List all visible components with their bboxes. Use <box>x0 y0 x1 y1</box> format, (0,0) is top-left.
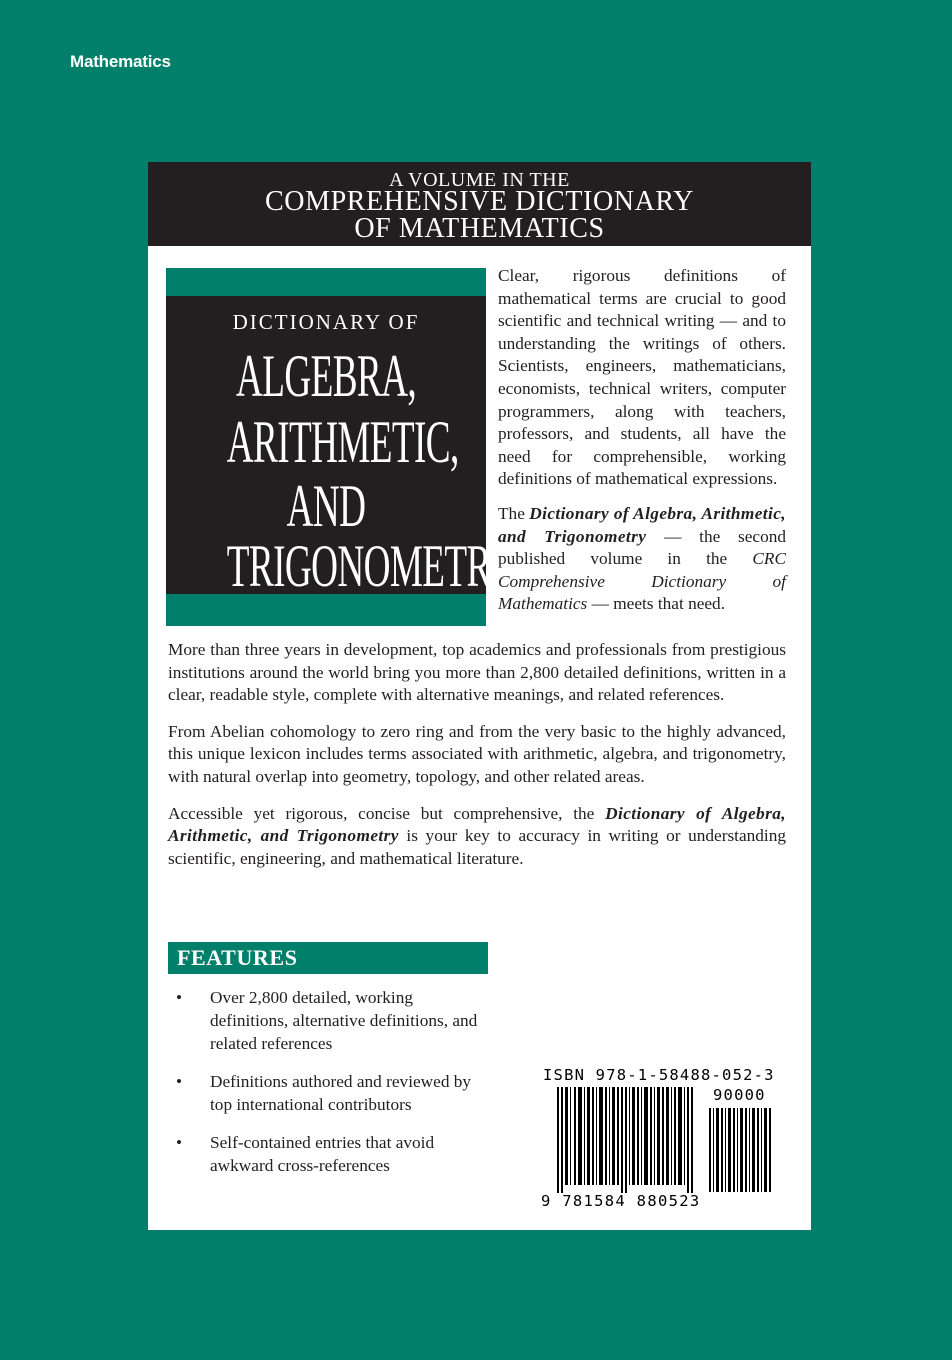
list-item <box>172 1070 492 1116</box>
list-item <box>172 986 492 1055</box>
feature-text: Definitions authored and reviewed by top international contributors <box>210 1072 472 1114</box>
series-header <box>148 162 811 246</box>
p2-suffix: — meets that need. <box>587 594 726 614</box>
feature-text: Over 2,800 detailed, working definitions, alternative definitions, and related references <box>210 988 478 1053</box>
cover-title-line2: ARITHMETIC, <box>226 409 459 475</box>
features-heading-bar <box>168 942 488 974</box>
cover-title-line3: AND <box>286 473 366 539</box>
feature-text: Self-contained entries that avoid awkward cross-references <box>210 1133 435 1175</box>
description-paragraph-2-continued: More than three years in development, top academics and professionals from prestigious institutions around the world bring you more than 2,800 detailed definitions, written in a clear, readable style, complete with alternative meanings, and related references. <box>168 640 786 705</box>
description-body <box>168 639 786 884</box>
bullet-icon: • <box>176 1072 183 1091</box>
back-cover-panel <box>148 162 811 1230</box>
description-paragraph-2 <box>498 503 786 616</box>
p4-prefix: Accessible yet rigorous, concise but comprehensive, the <box>168 803 606 823</box>
barcode-icon <box>557 1087 697 1193</box>
p2-prefix: The <box>498 503 530 523</box>
bullet-icon: • <box>176 1133 183 1152</box>
isbn-number: ISBN 978-1-58488-052-3 <box>543 1066 775 1084</box>
p2-mid: — the second published volume in the <box>498 526 786 569</box>
price-barcode-icon <box>709 1108 771 1192</box>
bullet-icon: • <box>176 988 183 1007</box>
features-list <box>172 986 492 1192</box>
series-header-line2: COMPREHENSIVE DICTIONARY <box>265 186 694 217</box>
ean-digits: 9 781584 880523 <box>541 1192 701 1210</box>
subject-label: Mathematics <box>70 52 171 71</box>
p4-book-title: Dictionary of Algebra, Arithmetic, and Trigonometry <box>168 803 786 846</box>
cover-dictionary-of: DICTIONARY OF <box>232 310 420 334</box>
series-header-line1: A VOLUME IN THE <box>389 169 570 191</box>
p2-book-title: Dictionary of Algebra, Arithmetic, and Trigonometry <box>498 503 787 546</box>
features-heading: FEATURES <box>177 945 298 970</box>
description-paragraph-1: Clear, rigorous definitions of mathematical terms are crucial to good scientific and technical writing — and to understanding the writings of others. Scientists, engineers, mathematicians, economists, technical writers, computer programmers, along with teachers, professors, and students, all have the need for comprehensible, working definitions of mathematical expressions. <box>498 266 786 489</box>
p2-series-title: CRC Comprehensive Dictionary of Mathematics <box>498 549 786 614</box>
series-header-line3: OF MATHEMATICS <box>354 213 605 244</box>
cover-title-line1: ALGEBRA, <box>235 343 417 409</box>
description-paragraph-3: From Abelian cohomology to zero ring and from the very basic to the highly advanced, this unique lexicon includes terms associated with arithmetic, algebra, and trigonometry, with natural overlap into geometry, topology, and other related areas. <box>168 721 786 786</box>
description-paragraph-4 <box>168 803 786 871</box>
p4-suffix: is your key to accuracy in writing or understanding scientific, engineering, and mathematical literature. <box>168 826 787 868</box>
isbn-barcode <box>543 1066 783 1216</box>
description-side-column <box>498 265 786 616</box>
list-item <box>172 1131 492 1177</box>
cover-title-line4: TRIGONOMETRY <box>226 533 515 599</box>
price-code: 90000 <box>713 1086 766 1104</box>
